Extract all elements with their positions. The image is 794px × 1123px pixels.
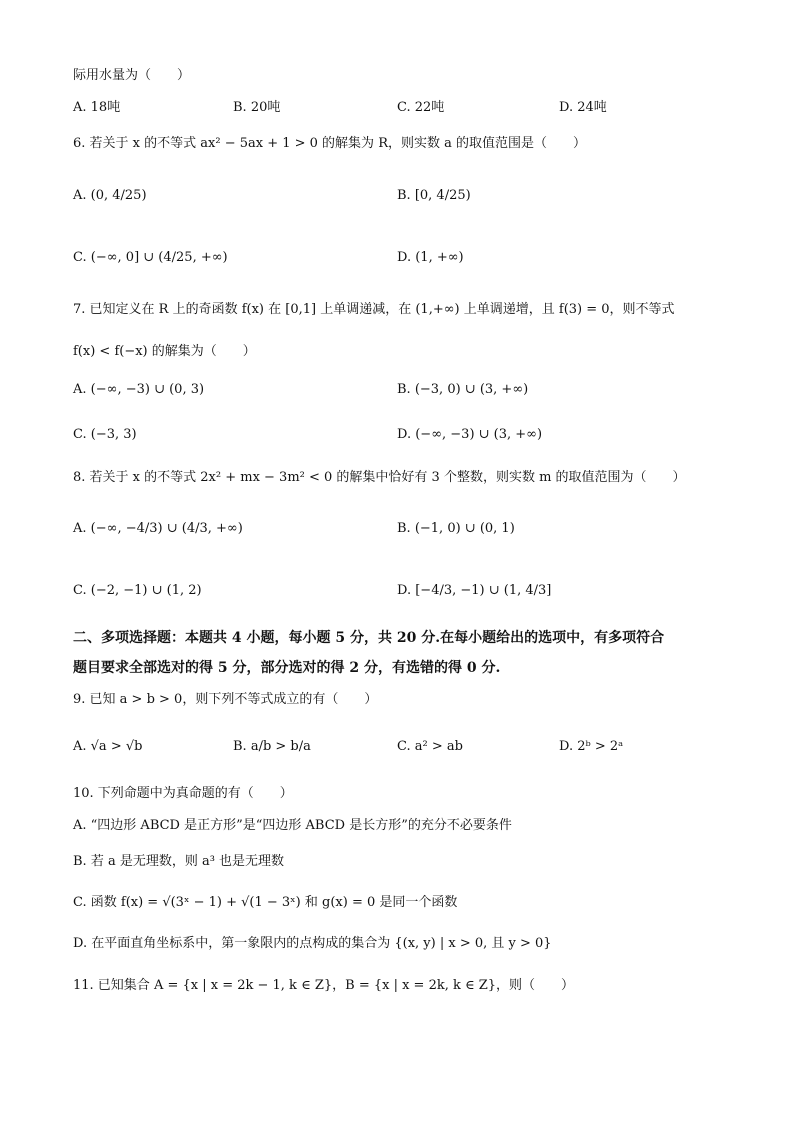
section-heading: 二、多项选择题：本题共 4 小题，每小题 5 分，共 20 分.在每小题给出的选项中，有多项符合 bbox=[73, 630, 665, 646]
q9-option-a: A. √a > √b bbox=[73, 739, 143, 754]
q7-option-d: D. (−∞, −3) ∪ (3, +∞) bbox=[397, 427, 543, 442]
q7-option-b: B. (−3, 0) ∪ (3, +∞) bbox=[397, 382, 529, 397]
q8-option-b: B. (−1, 0) ∪ (0, 1) bbox=[397, 521, 515, 536]
q10-option-d: D. 在平面直角坐标系中，第一象限内的点构成的集合为 {(x, y) | x > 0, 且 y > 0} bbox=[73, 936, 552, 951]
q11-stem: 11. 已知集合 A = {x | x = 2k − 1, k ∈ Z}，B = {x | x = 2k, k ∈ Z}，则（ ） bbox=[73, 978, 575, 993]
q10-option-c: C. 函数 f(x) = √(3ˣ − 1) + √(1 − 3ˣ) 和 g(x) = 0 是同一个函数 bbox=[73, 895, 458, 910]
q6-option-d: D. (1, +∞) bbox=[397, 250, 464, 265]
q7-stem-continuation: f(x) < f(−x) 的解集为（ ） bbox=[73, 344, 256, 359]
q5-option-a: A. 18吨 bbox=[73, 100, 121, 115]
q7-option-a: A. (−∞, −3) ∪ (0, 3) bbox=[73, 382, 205, 397]
q8-option-a: A. (−∞, −4/3) ∪ (4/3, +∞) bbox=[73, 521, 243, 536]
q9-option-d: D. 2ᵇ > 2ᵃ bbox=[559, 739, 624, 754]
q6-option-a: A. (0, 4/25) bbox=[73, 188, 147, 203]
q10-option-a: A. “四边形 ABCD 是正方形”是“四边形 ABCD 是长方形”的充分不必要条件 bbox=[73, 818, 512, 833]
q10-option-b: B. 若 a 是无理数，则 a³ 也是无理数 bbox=[73, 854, 285, 869]
q6-stem: 6. 若关于 x 的不等式 ax² − 5ax + 1 > 0 的解集为 R，则实数 a 的取值范围是（ ） bbox=[73, 136, 586, 151]
q7-stem: 7. 已知定义在 R 上的奇函数 f(x) 在 [0,1] 上单调递减，在 (1,+∞) 上单调递增，且 f(3) = 0，则不等式 bbox=[73, 302, 675, 317]
q10-stem: 10. 下列命题中为真命题的有（ ） bbox=[73, 786, 293, 801]
q8-option-c: C. (−2, −1) ∪ (1, 2) bbox=[73, 583, 202, 598]
q5-option-c: C. 22吨 bbox=[397, 100, 445, 115]
q5-option-d: D. 24吨 bbox=[559, 100, 607, 115]
q6-option-b: B. [0, 4/25) bbox=[397, 188, 471, 203]
q8-option-d: D. [−4/3, −1) ∪ (1, 4/3] bbox=[397, 583, 552, 598]
q9-option-c: C. a² > ab bbox=[397, 739, 463, 754]
q9-stem: 9. 已知 a > b > 0，则下列不等式成立的有（ ） bbox=[73, 692, 378, 707]
q5-option-b: B. 20吨 bbox=[233, 100, 281, 115]
q8-stem: 8. 若关于 x 的不等式 2x² + mx − 3m² < 0 的解集中恰好有 3 个整数，则实数 m 的取值范围为（ ） bbox=[73, 470, 686, 485]
q6-option-c: C. (−∞, 0] ∪ (4/25, +∞) bbox=[73, 250, 228, 265]
q5-continuation: 际用水量为（ ） bbox=[73, 68, 191, 83]
q9-option-b: B. a/b > b/a bbox=[233, 739, 311, 754]
section-heading-continuation: 题目要求全部选对的得 5 分，部分选对的得 2 分，有选错的得 0 分. bbox=[73, 660, 501, 676]
q7-option-c: C. (−3, 3) bbox=[73, 427, 137, 442]
